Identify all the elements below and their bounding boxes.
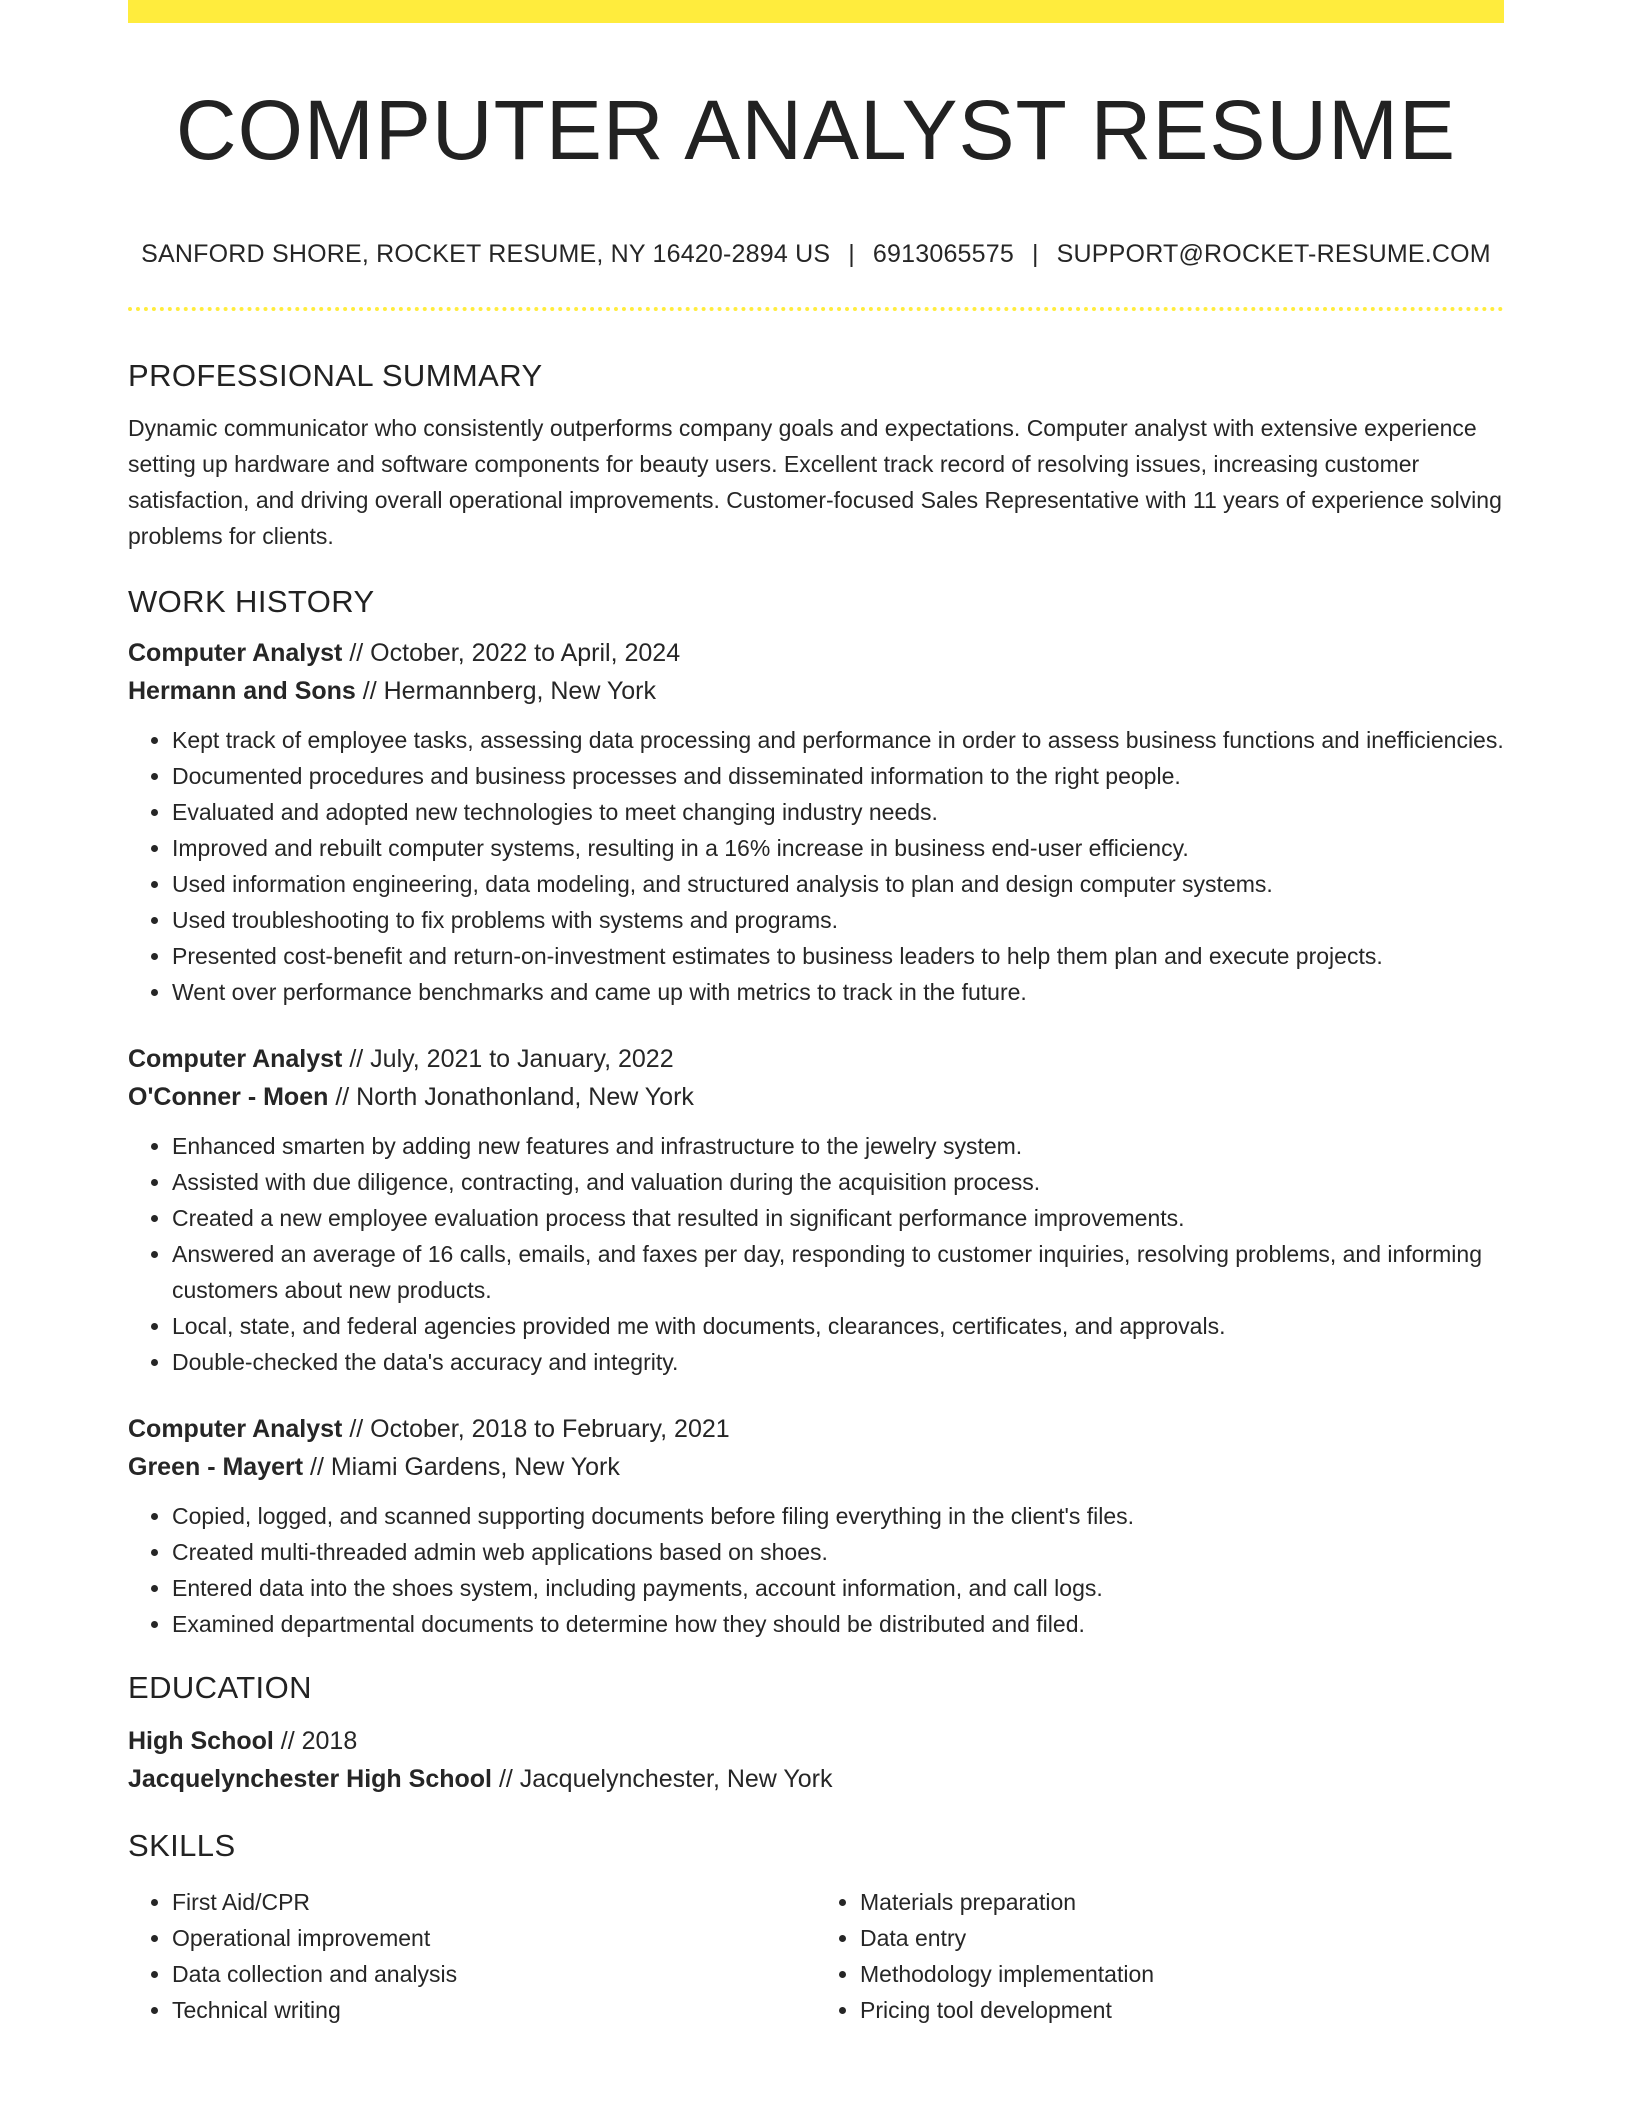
- job-title: Computer Analyst: [128, 639, 343, 667]
- contact-email: SUPPORT@ROCKET-RESUME.COM: [1056, 240, 1491, 268]
- job-bullet: • Went over performance benchmarks and came up with metrics to track in the future.: [172, 974, 1504, 1010]
- skills-left-column: [128, 1884, 816, 2028]
- job-bullet: • Created multi-threaded admin web applications based on shoes.: [172, 1534, 1504, 1570]
- job-bullet: • Improved and rebuilt computer systems, resulting in a 16% increase in business end-user efficiency.: [172, 830, 1504, 866]
- job-title-line: [128, 1040, 1504, 1078]
- contact-separator: |: [1031, 240, 1039, 268]
- skills-columns: [128, 1876, 1504, 2028]
- contact-phone: 6913065575: [872, 240, 1014, 268]
- dotted-divider: [128, 307, 1504, 311]
- job-bullets: [128, 1498, 1504, 1642]
- job-bullet: • Enhanced smarten by adding new features and infrastructure to the jewelry system.: [172, 1128, 1504, 1164]
- job-entry: [128, 1040, 1504, 1380]
- job-bullet: • Copied, logged, and scanned supporting documents before filing everything in the client's files.: [172, 1498, 1504, 1534]
- school-location: // Jacquelynchester, New York: [492, 1765, 833, 1793]
- job-dates: // October, 2022 to April, 2024: [342, 639, 681, 667]
- skill-item: • Materials preparation: [860, 1884, 1504, 1920]
- skill-item: • Technical writing: [172, 1992, 816, 2028]
- job-bullet: • Assisted with due diligence, contracting, and valuation during the acquisition process.: [172, 1164, 1504, 1200]
- job-dates: // October, 2018 to February, 2021: [342, 1415, 730, 1443]
- summary-text: Dynamic communicator who consistently outperforms company goals and expectations. Computer analyst with extensive experience setting up hardware and software components for beauty users. Excellent track record of resolving issues, increasing customer satisfaction, and driving overall operational improvements. Customer-focused Sales Representative with 11 years of experience solving problems for clients.: [128, 415, 1502, 549]
- company-name: O'Conner - Moen: [128, 1083, 329, 1111]
- skills-right-column: [816, 1884, 1504, 2028]
- work-history-section: [128, 576, 1504, 1642]
- job-entry: [128, 634, 1504, 1010]
- skill-item: • Pricing tool development: [860, 1992, 1504, 2028]
- company-name: Green - Mayert: [128, 1453, 304, 1481]
- skill-item: • Methodology implementation: [860, 1956, 1504, 1992]
- job-title: Computer Analyst: [128, 1045, 343, 1073]
- contact-separator: |: [848, 240, 855, 268]
- job-bullet: • Double-checked the data's accuracy and integrity.: [172, 1344, 1504, 1380]
- job-bullet: • Documented procedures and business processes and disseminated information to the right people.: [172, 758, 1504, 794]
- company-line: [128, 1078, 1504, 1116]
- company-location: // Hermannberg, New York: [355, 677, 656, 705]
- job-list: [128, 634, 1504, 1642]
- job-bullets: [128, 1128, 1504, 1380]
- summary-section: [128, 350, 1504, 554]
- company-location: // North Jonathonland, New York: [328, 1083, 694, 1111]
- skill-item: • Data entry: [860, 1920, 1504, 1956]
- job-bullets: [128, 722, 1504, 1010]
- accent-bar: [128, 0, 1504, 23]
- resume-title: COMPUTER ANALYST RESUME: [175, 83, 1457, 177]
- work-history-heading: WORK HISTORY: [128, 584, 375, 619]
- job-bullet: • Local, state, and federal agencies provided me with documents, clearances, certificates, and approvals.: [172, 1308, 1504, 1344]
- job-bullet: • Presented cost-benefit and return-on-investment estimates to business leaders to help them plan and execute projects.: [172, 938, 1504, 974]
- degree-line: [128, 1722, 1504, 1760]
- job-title: Computer Analyst: [128, 1415, 343, 1443]
- job-dates: // July, 2021 to January, 2022: [342, 1045, 674, 1073]
- skills-heading: SKILLS: [128, 1828, 236, 1863]
- contact-line: [128, 236, 1504, 272]
- company-line: [128, 672, 1504, 710]
- job-title-line: [128, 1410, 1504, 1448]
- graduation-year: // 2018: [273, 1727, 358, 1755]
- skill-item: • First Aid/CPR: [172, 1884, 816, 1920]
- skill-item: • Operational improvement: [172, 1920, 816, 1956]
- company-name: Hermann and Sons: [128, 677, 356, 705]
- skills-section: [128, 1820, 1504, 2028]
- school-line: [128, 1760, 1504, 1798]
- summary-heading: PROFESSIONAL SUMMARY: [128, 358, 543, 393]
- school-name: Jacquelynchester High School: [128, 1765, 492, 1793]
- education-entry: [128, 1722, 1504, 1798]
- skill-item: • Data collection and analysis: [172, 1956, 816, 1992]
- education-heading: EDUCATION: [128, 1670, 312, 1705]
- job-entry: [128, 1410, 1504, 1642]
- company-location: // Miami Gardens, New York: [303, 1453, 620, 1481]
- job-bullet: • Used information engineering, data modeling, and structured analysis to plan and design computer systems.: [172, 866, 1504, 902]
- job-bullet: • Created a new employee evaluation process that resulted in significant performance improvements.: [172, 1200, 1504, 1236]
- job-bullet: • Used troubleshooting to fix problems with systems and programs.: [172, 902, 1504, 938]
- contact-address: SANFORD SHORE, ROCKET RESUME, NY 16420-2894 US: [141, 240, 831, 268]
- job-bullet: • Kept track of employee tasks, assessing data processing and performance in order to assess business functions and inefficiencies.: [172, 722, 1504, 758]
- company-line: [128, 1448, 1504, 1486]
- job-bullet: • Entered data into the shoes system, including payments, account information, and call logs.: [172, 1570, 1504, 1606]
- degree: High School: [128, 1727, 274, 1755]
- job-bullet: • Examined departmental documents to determine how they should be distributed and filed.: [172, 1606, 1504, 1642]
- resume-content: [128, 350, 1504, 2028]
- job-bullet: • Evaluated and adopted new technologies to meet changing industry needs.: [172, 794, 1504, 830]
- education-section: [128, 1662, 1504, 1798]
- job-title-line: [128, 634, 1504, 672]
- job-bullet: • Answered an average of 16 calls, emails, and faxes per day, responding to customer inquiries, resolving problems, and informing customers about new products.: [172, 1236, 1504, 1308]
